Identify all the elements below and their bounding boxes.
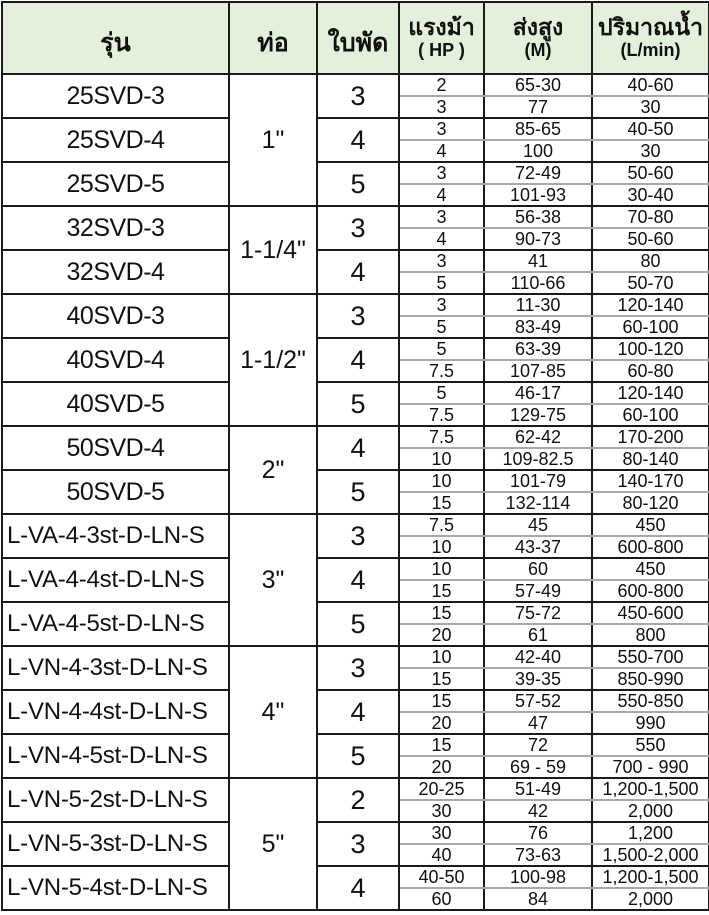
hp-cell: 7.5 <box>399 404 484 426</box>
head-cell: 75-72 <box>484 602 592 624</box>
table-row <box>2 602 709 624</box>
model-cell: L-VN-4-3st-D-LN-S <box>2 646 229 690</box>
flow-cell: 50-70 <box>592 272 709 294</box>
flow-cell: 30 <box>592 140 709 162</box>
hp-cell: 7.5 <box>399 514 484 536</box>
hp-cell: 40 <box>399 844 484 866</box>
flow-cell: 990 <box>592 712 709 734</box>
header-model: รุ่น <box>2 2 229 74</box>
head-cell: 39-35 <box>484 668 592 690</box>
pipe-size-cell: 3" <box>229 514 317 646</box>
flow-cell: 800 <box>592 624 709 646</box>
head-cell: 129-75 <box>484 404 592 426</box>
table-row <box>2 646 709 668</box>
header-head <box>484 2 592 74</box>
flow-cell: 1,500-2,000 <box>592 844 709 866</box>
head-cell: 72-49 <box>484 162 592 184</box>
model-cell: L-VN-5-3st-D-LN-S <box>2 822 229 866</box>
table-row <box>2 338 709 360</box>
impeller-cell: 4 <box>317 338 399 382</box>
table-row <box>2 822 709 844</box>
model-cell: 32SVD-3 <box>2 206 229 250</box>
head-cell: 84 <box>484 888 592 910</box>
hp-cell: 10 <box>399 448 484 470</box>
impeller-cell: 3 <box>317 514 399 558</box>
hp-cell: 5 <box>399 316 484 338</box>
flow-cell: 60-80 <box>592 360 709 382</box>
head-cell: 72 <box>484 734 592 756</box>
impeller-cell: 5 <box>317 602 399 646</box>
flow-cell: 450 <box>592 558 709 580</box>
head-cell: 41 <box>484 250 592 272</box>
model-cell: 25SVD-3 <box>2 74 229 118</box>
head-cell: 61 <box>484 624 592 646</box>
hp-cell: 15 <box>399 668 484 690</box>
hp-cell: 2 <box>399 74 484 96</box>
flow-cell: 550 <box>592 734 709 756</box>
flow-cell: 2,000 <box>592 800 709 822</box>
header-row <box>2 2 709 74</box>
hp-cell: 15 <box>399 734 484 756</box>
header-hp-label: แรงม้า <box>408 14 475 40</box>
model-cell: L-VA-4-3st-D-LN-S <box>2 514 229 558</box>
flow-cell: 550-700 <box>592 646 709 668</box>
hp-cell: 10 <box>399 558 484 580</box>
head-cell: 63-39 <box>484 338 592 360</box>
impeller-cell: 5 <box>317 734 399 778</box>
model-cell: 25SVD-4 <box>2 118 229 162</box>
flow-cell: 450 <box>592 514 709 536</box>
flow-cell: 50-60 <box>592 228 709 250</box>
hp-cell: 15 <box>399 492 484 514</box>
header-flow <box>592 2 709 74</box>
head-cell: 60 <box>484 558 592 580</box>
flow-cell: 1,200-1,500 <box>592 778 709 800</box>
hp-cell: 3 <box>399 294 484 316</box>
head-cell: 42-40 <box>484 646 592 668</box>
flow-cell: 600-800 <box>592 580 709 602</box>
head-cell: 57-49 <box>484 580 592 602</box>
flow-cell: 80-120 <box>592 492 709 514</box>
hp-cell: 3 <box>399 96 484 118</box>
table-row <box>2 426 709 448</box>
head-cell: 132-114 <box>484 492 592 514</box>
hp-cell: 20 <box>399 624 484 646</box>
table-row <box>2 690 709 712</box>
model-cell: L-VN-5-2st-D-LN-S <box>2 778 229 822</box>
flow-cell: 30-40 <box>592 184 709 206</box>
flow-cell: 120-140 <box>592 294 709 316</box>
flow-cell: 1,200-1,500 <box>592 866 709 888</box>
impeller-cell: 4 <box>317 690 399 734</box>
model-cell: 50SVD-5 <box>2 470 229 514</box>
head-cell: 45 <box>484 514 592 536</box>
hp-cell: 10 <box>399 536 484 558</box>
head-cell: 62-42 <box>484 426 592 448</box>
model-cell: L-VA-4-5st-D-LN-S <box>2 602 229 646</box>
hp-cell: 30 <box>399 800 484 822</box>
flow-cell: 40-60 <box>592 74 709 96</box>
flow-cell: 40-50 <box>592 118 709 140</box>
header-flow-unit: (L/min) <box>620 40 681 60</box>
model-cell: 40SVD-5 <box>2 382 229 426</box>
pipe-size-cell: 4" <box>229 646 317 778</box>
pipe-size-cell: 1" <box>229 74 317 206</box>
pipe-size-cell: 1-1/4" <box>229 206 317 294</box>
head-cell: 85-65 <box>484 118 592 140</box>
head-cell: 46-17 <box>484 382 592 404</box>
impeller-cell: 5 <box>317 382 399 426</box>
hp-cell: 4 <box>399 184 484 206</box>
header-head-label: ส่งสูง <box>512 14 564 40</box>
impeller-cell: 4 <box>317 426 399 470</box>
impeller-cell: 4 <box>317 558 399 602</box>
flow-cell: 50-60 <box>592 162 709 184</box>
hp-cell: 10 <box>399 646 484 668</box>
head-cell: 83-49 <box>484 316 592 338</box>
impeller-cell: 5 <box>317 470 399 514</box>
hp-cell: 15 <box>399 690 484 712</box>
table-row <box>2 118 709 140</box>
head-cell: 73-63 <box>484 844 592 866</box>
header-hp <box>399 2 484 74</box>
header-hp-unit: ( HP ) <box>418 40 465 60</box>
hp-cell: 4 <box>399 140 484 162</box>
flow-cell: 60-100 <box>592 404 709 426</box>
hp-cell: 40-50 <box>399 866 484 888</box>
flow-cell: 30 <box>592 96 709 118</box>
flow-cell: 80 <box>592 250 709 272</box>
table-row <box>2 74 709 96</box>
impeller-cell: 2 <box>317 778 399 822</box>
head-cell: 56-38 <box>484 206 592 228</box>
hp-cell: 4 <box>399 228 484 250</box>
header-pipe: ท่อ <box>229 2 317 74</box>
table-row <box>2 470 709 492</box>
hp-cell: 20 <box>399 712 484 734</box>
flow-cell: 140-170 <box>592 470 709 492</box>
model-cell: L-VN-5-4st-D-LN-S <box>2 866 229 910</box>
hp-cell: 15 <box>399 602 484 624</box>
hp-cell: 5 <box>399 382 484 404</box>
pump-spec-table <box>1 1 709 911</box>
impeller-cell: 3 <box>317 206 399 250</box>
flow-cell: 850-990 <box>592 668 709 690</box>
header-impeller: ใบพัด <box>317 2 399 74</box>
flow-cell: 170-200 <box>592 426 709 448</box>
header-head-unit: (M) <box>524 40 552 60</box>
impeller-cell: 3 <box>317 646 399 690</box>
hp-cell: 60 <box>399 888 484 910</box>
head-cell: 110-66 <box>484 272 592 294</box>
flow-cell: 80-140 <box>592 448 709 470</box>
table-body <box>2 74 709 910</box>
impeller-cell: 3 <box>317 74 399 118</box>
model-cell: 25SVD-5 <box>2 162 229 206</box>
model-cell: L-VN-4-4st-D-LN-S <box>2 690 229 734</box>
head-cell: 65-30 <box>484 74 592 96</box>
model-cell: L-VN-4-5st-D-LN-S <box>2 734 229 778</box>
head-cell: 101-93 <box>484 184 592 206</box>
head-cell: 107-85 <box>484 360 592 382</box>
hp-cell: 5 <box>399 272 484 294</box>
head-cell: 90-73 <box>484 228 592 250</box>
head-cell: 47 <box>484 712 592 734</box>
head-cell: 109-82.5 <box>484 448 592 470</box>
model-cell: L-VA-4-4st-D-LN-S <box>2 558 229 602</box>
table-row <box>2 250 709 272</box>
pipe-size-cell: 5" <box>229 778 317 910</box>
table-row <box>2 294 709 316</box>
head-cell: 51-49 <box>484 778 592 800</box>
impeller-cell: 4 <box>317 118 399 162</box>
table-row <box>2 514 709 536</box>
head-cell: 11-30 <box>484 294 592 316</box>
table-row <box>2 382 709 404</box>
head-cell: 57-52 <box>484 690 592 712</box>
impeller-cell: 4 <box>317 866 399 910</box>
head-cell: 100-98 <box>484 866 592 888</box>
head-cell: 100 <box>484 140 592 162</box>
flow-cell: 100-120 <box>592 338 709 360</box>
impeller-cell: 3 <box>317 822 399 866</box>
table-row <box>2 778 709 800</box>
flow-cell: 700 - 990 <box>592 756 709 778</box>
hp-cell: 3 <box>399 118 484 140</box>
head-cell: 76 <box>484 822 592 844</box>
hp-cell: 3 <box>399 206 484 228</box>
hp-cell: 15 <box>399 580 484 602</box>
flow-cell: 450-600 <box>592 602 709 624</box>
flow-cell: 120-140 <box>592 382 709 404</box>
hp-cell: 5 <box>399 338 484 360</box>
hp-cell: 3 <box>399 162 484 184</box>
hp-cell: 20-25 <box>399 778 484 800</box>
impeller-cell: 4 <box>317 250 399 294</box>
hp-cell: 20 <box>399 756 484 778</box>
model-cell: 40SVD-4 <box>2 338 229 382</box>
impeller-cell: 3 <box>317 294 399 338</box>
pipe-size-cell: 2" <box>229 426 317 514</box>
table-row <box>2 734 709 756</box>
table-row <box>2 206 709 228</box>
flow-cell: 600-800 <box>592 536 709 558</box>
hp-cell: 7.5 <box>399 426 484 448</box>
head-cell: 69 - 59 <box>484 756 592 778</box>
head-cell: 43-37 <box>484 536 592 558</box>
table-row <box>2 558 709 580</box>
impeller-cell: 5 <box>317 162 399 206</box>
model-cell: 32SVD-4 <box>2 250 229 294</box>
head-cell: 77 <box>484 96 592 118</box>
head-cell: 101-79 <box>484 470 592 492</box>
flow-cell: 1,200 <box>592 822 709 844</box>
flow-cell: 70-80 <box>592 206 709 228</box>
table-row <box>2 162 709 184</box>
model-cell: 50SVD-4 <box>2 426 229 470</box>
hp-cell: 30 <box>399 822 484 844</box>
table-row <box>2 866 709 888</box>
hp-cell: 7.5 <box>399 360 484 382</box>
hp-cell: 3 <box>399 250 484 272</box>
model-cell: 40SVD-3 <box>2 294 229 338</box>
flow-cell: 60-100 <box>592 316 709 338</box>
header-flow-label: ปริมาณน้ำ <box>597 14 703 40</box>
pipe-size-cell: 1-1/2" <box>229 294 317 426</box>
head-cell: 42 <box>484 800 592 822</box>
flow-cell: 2,000 <box>592 888 709 910</box>
flow-cell: 550-850 <box>592 690 709 712</box>
hp-cell: 10 <box>399 470 484 492</box>
